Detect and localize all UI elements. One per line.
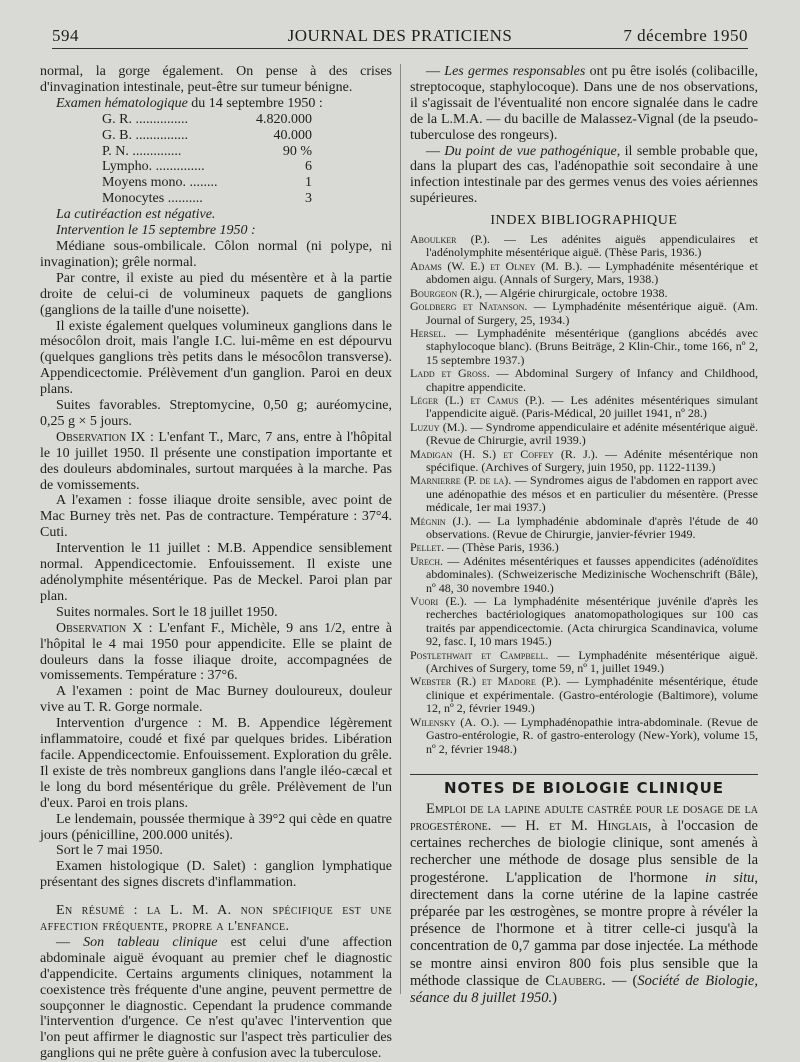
paragraph: A l'examen : point de Mac Burney douloureux, douleur vive au T. R. Gorge normale. [40,684,392,716]
reference-author: Aboulker (P.). [410,232,490,247]
emploi-heading: Emploi de la lapine adulte castrée pour le dosage de la progestérone. [410,800,758,835]
paragraph: Le lendemain, poussée thermique à 39°2 qui cède en quatre jours (pénicilline, 200.000 unités). [40,811,392,843]
paragraph: normal, la gorge également. On pense à des crises d'invagination intestinale, peut-être sur tumeur bénigne. [40,64,392,95]
reference-item [410,555,758,595]
hemato-value: 1 [305,175,312,191]
emploi-clauberg: Clauberg. [545,972,606,989]
clinique-label: Son tableau clinique [83,934,218,950]
reference-item [410,541,758,554]
page-header [52,22,748,49]
clinique-text: est celui d'une affection abdominale aiguë évoquant au premier chef le diagnostic d'appendicite. Certains arguments cliniques, notamment la coexistence très fréquente d'une angine, peuvent permettre de soupçonner le diagnostic. Cependant la prudence commande l'intervention d'urgence. Ce n'est qu'avec l'intervention que l'on peut affirmer le diagnostic sur l'aspect très particulier des ganglions qui ne prête guère à confusion avec la tuberculose. [40,934,393,1062]
reference-item [410,233,758,260]
hemato-row [102,128,312,144]
hemato-row [102,175,312,191]
hemato-label: G. R. ............... [102,111,188,127]
notes-title: NOTES DE BIOLOGIE CLINIQUE [443,778,725,797]
reference-text: — Lymphadénopathie intra-abdominale. (Revue de Gastro-entérologie, R. of gastro-enterology (New-York), volume 15, nº 2, février 1948.) [426,714,758,756]
reference-author: Madigan (H. S.) et Coffey (R. J.). [410,446,598,461]
paragraph: Examen histologique (D. Salet) : ganglion lymphatique présentant des signes discrets d'inflammation. [40,859,392,891]
left-column [40,64,392,1062]
paragraph: Il existe également quelques volumineux ganglions dans le mésocôlon droit, mais l'angle I.C. lui-même en est dépourvu (quelques ganglions très petits dans le mésocôlon transverse). Appendicectomie. Prélèvement d'un ganglion. Paroi en deux plans. [40,318,392,398]
reference-item [410,394,758,421]
dash: — [426,64,445,79]
section-rule [410,774,758,775]
reference-author: Bourgeon (R.), [410,285,483,300]
reference-text: — Lymphadénite mésentérique aiguë. (Am. Journal of Surgery, 25, 1934.) [426,299,759,327]
emploi-close: ) [552,990,557,1007]
dash: — [56,934,84,950]
reference-author: Urech. [410,553,444,568]
reference-text: — Lymphadénite mésentérique (ganglions abcédés avec staphylocoque blanc). (Bruns Beiträge, 2 Klin-Chir., tome 166, nº 2, 15 septembre 1937.) [426,325,758,367]
hemato-label: P. N. .............. [102,143,182,159]
reference-author: Goldberg et Natanson. [410,299,528,314]
emploi-authors: — H. et M. Hinglais, [491,818,652,835]
paragraph: Médiane sous-ombilicale. Côlon normal (ni polype, ni invagination); grêle normal. [40,238,392,270]
pathogenique-text: il semble probable que, dans la plupart des cas, l'adénopathie soit secondaire à une infection intestinale par des germes venus des voies aériennes supérieures. [410,143,758,207]
reference-item [410,595,758,649]
paragraph: Suites favorables. Streptomycine, 0,50 g; auréomycine, 0,25 g × 5 jours. [40,398,392,429]
intervention-heading [40,223,392,239]
paragraph: Sort le 7 mai 1950. [56,843,163,859]
dash: — [426,143,445,159]
summary-heading: En résumé : la L. M. A. non spécifique est une affection fréquente, propre a l'enfance. [40,903,392,935]
reference-text: — Les adénites aiguës appendiculaires et l'adénolymphite mésentérique aiguë. (Thèse Paris, 1936.) [426,232,758,260]
hemato-table [102,112,392,207]
reference-author: Hersel. [410,325,447,340]
reference-author: Luzuy (M.). [410,419,468,434]
paragraph: Intervention le 11 juillet : M.B. Appendice sensiblement normal. Appendicectomie. Enfouissement. Il existe une adénolymphite mésentérique. Pas de Meckel. Paroi plan par plan. [40,541,392,604]
observation-label: Observation X [56,620,143,636]
reference-item [410,367,758,394]
intervention-date: 15 septembre 1950 : [138,223,256,239]
column-rule [400,64,401,994]
reference-author: Pellet. [410,540,445,555]
reference-item [410,448,758,475]
reference-text: — Lymphadénite mésentérique, étude clinique et expérimentale. (Gastro-entérologie (Baltimore), volume 12, nº 2, février 1949.) [426,674,759,716]
pathogenique-label: Du point de vue pathogénique, [444,143,621,159]
observation-10 [40,621,392,685]
hemato-row [102,144,312,160]
reference-item [410,327,758,367]
journal-title: JOURNAL DES PRATICIENS [287,26,513,45]
emploi-text: à l'occasion de certaines recherches de biologie clinique, sont amenés à rechercher une méthode de dosage plus sensible de la progestérone. L'application de l'hormone [410,818,758,886]
germes-label: Les germes responsables [444,64,586,79]
reference-author: Postlethwait et Campbell. [410,647,549,662]
reference-item [410,515,758,542]
exam-label: Examen hématologique [56,95,188,111]
right-column [410,64,758,1007]
bibliography-list [410,233,758,756]
hemato-row [102,159,312,175]
observation-9 [40,430,392,494]
observation-text: : L'enfant T., Marc, 7 ans, entre à l'hôpital le 10 juillet 1950. Il présente une constipation importante et des douleurs abdominales, surtout marquées à la marche. Pas de vomissements. [40,429,392,493]
reference-text: — Syndrome appendiculaire et adénite mésentérique aiguë. (Revue de Chirurgie, avril 1939.) [426,419,758,448]
hemato-label: Lympho. .............. [102,159,205,175]
hemato-row [102,191,312,207]
issue-date: 7 décembre 1950 [623,26,748,45]
reference-text: — La lymphadénie abdominale d'après l'étude de 40 observations. (Revue de Chirurgie, janvier-février 1949. [426,513,758,541]
hemato-value: 4.820.000 [256,111,312,127]
emploi-paragraph [410,801,758,1007]
observation-label: Observation IX [56,429,146,445]
reference-author: Wilensky (A. O.). [410,714,500,729]
clinique-paragraph [40,935,392,1062]
reference-text: — Lymphadénite mésentérique aiguë. (Archives of Surgery, tome 59, nº 1, juillet 1949.) [426,647,758,676]
reference-text: — Syndromes aigus de l'abdomen en rapport avec une adénopathie des mésos et en particulier du mésentère. (Presse médicale, 1er mai 1937.) [426,473,758,515]
cuti-line: La cutiréaction est négative. [56,207,216,223]
bibliography-title: INDEX BIBLIOGRAPHIQUE [490,213,678,229]
emploi-insitu: in situ [704,869,755,886]
paragraph: A l'examen : fosse iliaque droite sensible, avec point de Mac Burney très net. Pas de contracture. Température : 37°4. Cuti. [40,493,392,541]
reference-text: — Les adénites mésentériques simulant l'appendicite aiguë. (Paris-Médical, 20 juillet 1941, nº 28.) [426,392,758,421]
reference-text: — Lymphadénite mésentérique et abdomen aigu. (Annals of Surgery, Mars, 1938.) [426,258,759,287]
pathogenique-paragraph [410,144,758,208]
reference-text: — Algérie chirurgicale, octobre 1938. [482,285,668,300]
reference-text: — Adénite mésentérique non spécifique. (Archives of Surgery, juin 1950, pp. 1122-1139.) [426,446,759,474]
exam-date: du 14 septembre 1950 : [187,95,323,111]
emploi-source: Société de Biologie, séance du 8 juillet 1950. [410,972,758,1007]
hemato-label: G. B. ............... [102,127,188,143]
reference-author: Léger (L.) et Camus (P.). [410,392,545,407]
intervention-label: Intervention le [56,223,139,239]
reference-item [410,421,758,448]
reference-item [410,675,758,715]
exam-heading [40,96,392,112]
reference-text: — Abdominal Surgery of Infancy and Childhood, chapitre appendicite. [426,366,758,394]
reference-text: — La lymphadénite mésentérique juvénile d'après les recherches bactériologiques anatomopathologiques sur 100 cas traités par appendicectomie. (Acta chirurgica Scandinavica, volume 92, fasc. I, 10 mars 1945.) [426,594,758,649]
hemato-value: 40.000 [273,127,312,143]
reference-text: — (Thèse Paris, 1936.) [444,540,559,555]
page-number: 594 [52,26,79,45]
emploi-text: , directement dans la corne utérine de la lapine castrée préparée par les œstrogènes, se montre propre à révéler la présence de l'hormone et à titrer celle-ci jusqu'à la concentration de 0,7 gamma par dose injectée. La méthode se montre ainsi environ 800 fois plus sensible que la méthode classique de [410,869,758,989]
reference-item [410,649,758,676]
emploi-dash: — ( [605,972,638,989]
paragraph: Par contre, il existe au pied du mésentère et à la partie droite de celui-ci de volumineux paquets de ganglions (ganglions de la taille d'une noisette). [40,270,392,318]
reference-author: Vuori (E.). [410,594,467,609]
reference-item [410,260,758,287]
germes-paragraph [410,64,758,144]
reference-author: Mégnin (J.). [410,513,472,528]
hemato-label: Monocytes .......... [102,191,203,207]
reference-item [410,474,758,514]
reference-item [410,716,758,756]
hemato-value: 6 [305,159,312,175]
reference-item [410,300,758,327]
paragraph: Suites normales. Sort le 18 juillet 1950. [56,604,278,620]
hemato-value: 90 % [282,143,312,159]
reference-author: Ladd et Gross. [410,366,490,381]
observation-text: : L'enfant F., Michèle, 9 ans 1/2, entre à l'hôpital le 4 mai 1950 pour appendicite. Elle se plaint de douleurs dans la fosse iliaque droite, accompagnées de vomissements. Température : 37°6. [40,620,392,684]
reference-item [410,287,758,300]
paragraph: Intervention d'urgence : M. B. Appendice légèrement inflammatoire, coudé et fixé par quelques brides. Libération facile. Appendicectomie. Enfouissement. Exploration du grêle. Il existe de très nombreux ganglions dans l'angle iléo-cæcal et le long du bord mésentérique du grêle. Prélèvement de l'un d'eux. Paroi en trois plans. [40,716,392,811]
hemato-label: Moyens mono. ........ [102,175,218,191]
reference-author: Adams (W. E.) et Olney (M. B.). [410,258,583,273]
germes-text: ont pu être isolés (colibacille, streptocoque, staphylocoque). Dans une de nos observations, il s'agissait de l'éventualité non encore signalée dans le cadre de la L.M.A. — du bacille de Malassez-Vignal (de la pseudo-tuberculose des rongeurs). [410,64,758,143]
reference-author: Marnierre (P. de la). [410,473,512,488]
reference-author: Webster (R.) et Madore (P.). [410,674,561,689]
hemato-row [102,112,312,128]
reference-text: — Adénites mésentériques et fausses appendicites (adénoïdites abdominales). (Schweizerische Medizinische Wochenschrift (Bâle), nº 48, 30 novembre 1940.) [426,553,758,595]
hemato-value: 3 [305,191,312,207]
